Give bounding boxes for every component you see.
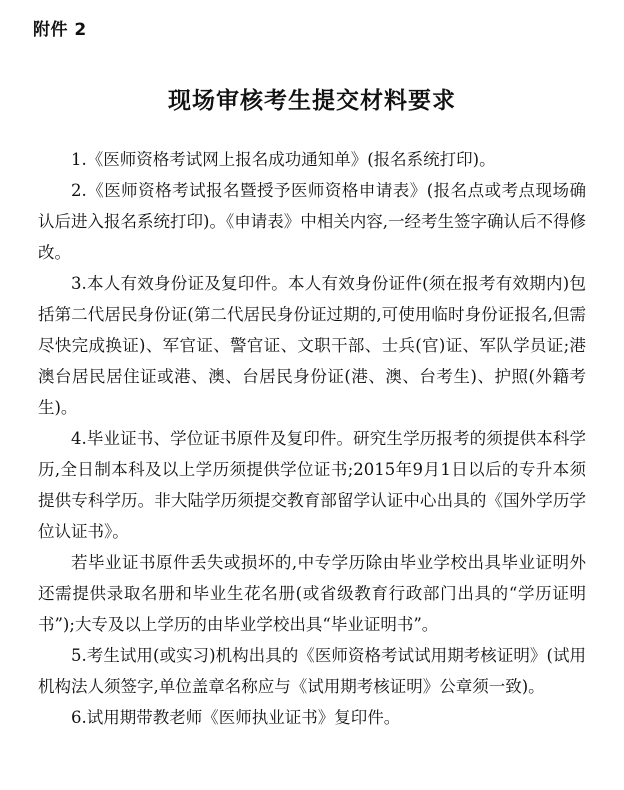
paragraph-2: 2.《医师资格考试报名暨授予医师资格申请表》(报名点或考点现场确认后进入报名系统打印)。《申请表》中相关内容,一经考生签字确认后不得修改。: [38, 181, 586, 262]
paragraph-6: 6.试用期带教老师《医师执业证书》复印件。: [71, 708, 401, 727]
paragraph-4-supplement: 若毕业证书原件丢失或损坏的,中专学历除由毕业学校出具毕业证明外还需提供录取名册和毕业生花名册(或省级教育行政部门出具的“学历证明书”);大专及以上学历的由毕业学校出具“毕业证明书”。: [38, 553, 586, 634]
paragraph-1: 1.《医师资格考试网上报名成功通知单》(报名系统打印)。: [71, 150, 496, 169]
document-title: 现场审核考生提交材料要求: [168, 88, 456, 114]
document-body: [38, 144, 586, 733]
attachment-label: 附件 2: [33, 20, 87, 40]
paragraph-3: 3.本人有效身份证及复印件。本人有效身份证件(须在报考有效期内)包括第二代居民身份证(第二代居民身份证过期的,可使用临时身份证报名,但需尽快完成换证)、军官证、警官证、文职干部、士兵(官)证、军队学员证;港澳台居民居住证或港、澳、台居民身份证(港、澳、台考生)、护照(外籍考生)。: [38, 274, 586, 417]
paragraph-5: 5.考生试用(或实习)机构出具的《医师资格考试试用期考核证明》(试用机构法人须签字,单位盖章名称应与《试用期考核证明》公章须一致)。: [38, 646, 586, 696]
paragraph-4: 4.毕业证书、学位证书原件及复印件。研究生学历报考的须提供本科学历,全日制本科及以上学历须提供学位证书;2015年9月1日以后的专升本须提供专科学历。非大陆学历须提交教育部留学认证中心出具的《国外学历学位认证书》。: [38, 429, 586, 541]
